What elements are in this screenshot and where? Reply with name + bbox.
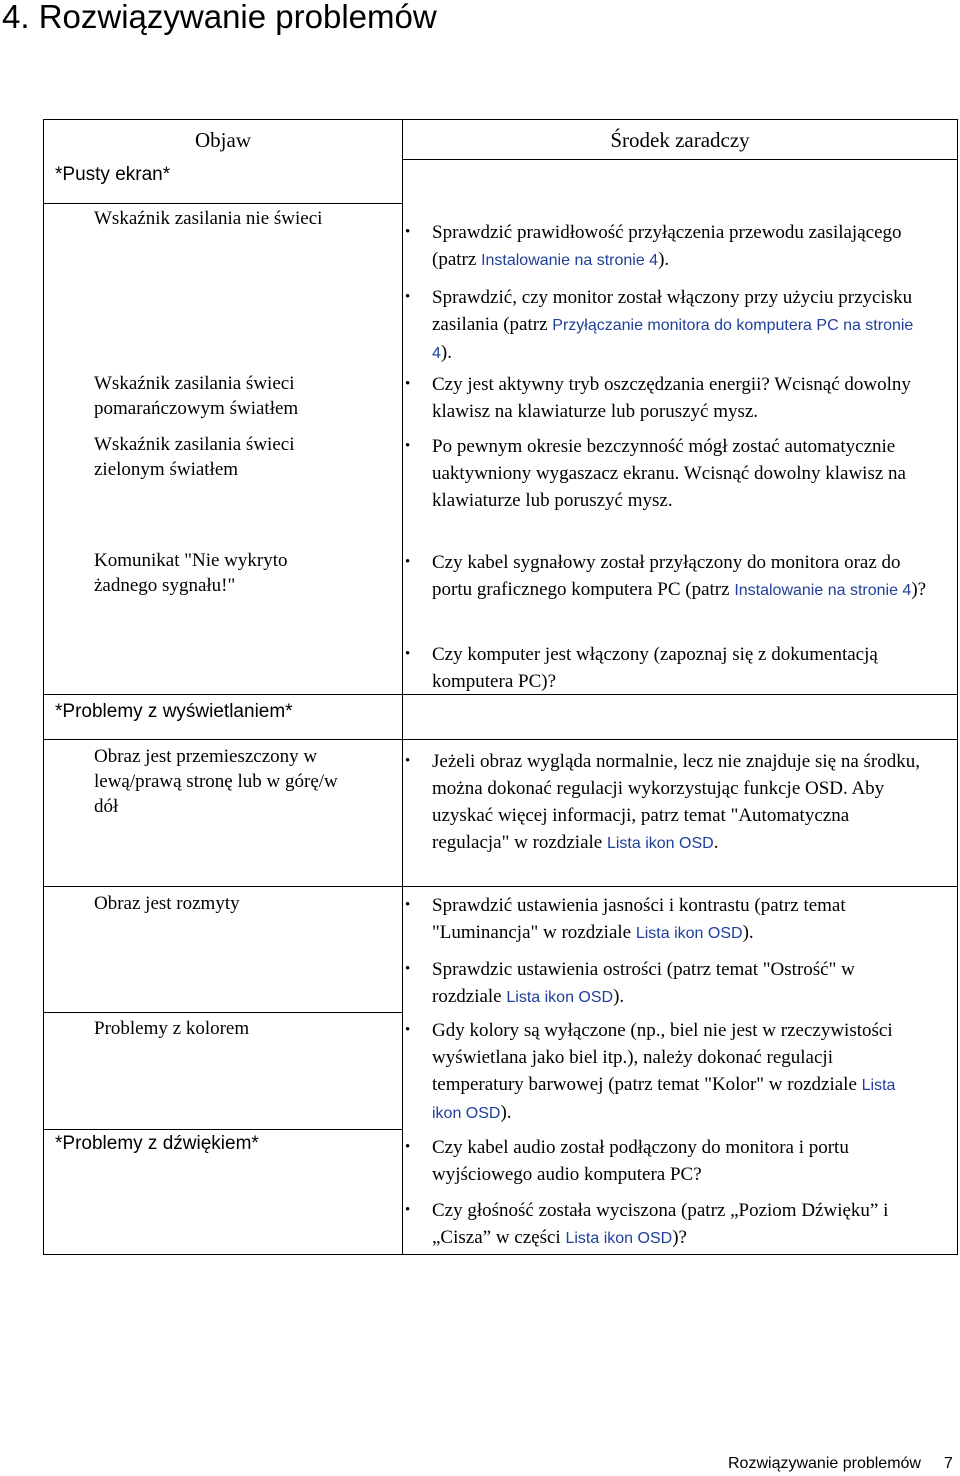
remedy-text: Sprawdzić, czy monitor został włączony przy użyciu przycisku zasilania (patrz: [432, 287, 913, 335]
bullet-icon: •: [405, 961, 411, 977]
remedy-text: Czy kabel sygnałowy został przyłączony do monitora oraz do portu graficznego komputera PC (patrz: [432, 552, 901, 600]
remedy-text: Sprawdzić prawidłowość przyłączenia przewodu zasilającego (patrz: [432, 222, 902, 270]
remedy-text: Gdy kolory są wyłączone (np., biel nie jest w rzeczywistości wyświetlana jako biel itp.), należy dokonać regulacji temperatury barwowej (patrz temat "Kolor" w rozdziale: [432, 1020, 893, 1095]
link-connecting-monitor-page-4[interactable]: Przyłączanie monitora do komputera PC na stronie 4: [432, 317, 914, 362]
link-osd-icon-list[interactable]: Lista ikon OSD: [606, 835, 714, 852]
remedy-color-temperature: [405, 1017, 905, 1127]
remedy-osd-position: [405, 748, 925, 857]
bullet-icon: •: [405, 224, 411, 240]
remedy-text: Sprawdzić ustawienia jasności i kontrastu (patrz temat "Luminancja" w rozdziale: [432, 895, 846, 943]
symptom-power-orange: [94, 371, 394, 421]
bullet-icon: •: [405, 1139, 411, 1155]
symptom-line: Obraz jest przemieszczony w: [94, 746, 318, 767]
bullet-icon: •: [405, 289, 411, 305]
remedy-text: Jeżeli obraz wygląda normalnie, lecz nie znajduje się na środku, można dokonać regulacji wykorzystując funkcje OSD. Aby uzyskać więcej informacji, patrz temat "Automatyczna regulacja" w rozdziale: [432, 751, 920, 853]
remedy-text: ).: [742, 922, 754, 943]
remedy-text: .: [713, 832, 719, 853]
symptom-line: Komunikat "Nie wykryto: [94, 550, 288, 571]
remedy-text: ).: [440, 342, 452, 363]
category-blank-screen: *Pusty ekran*: [55, 164, 171, 185]
link-osd-icon-list[interactable]: Lista ikon OSD: [565, 1230, 673, 1247]
row-divider-display: [43, 739, 958, 740]
remedy-text: )?: [911, 579, 927, 600]
header-divider: [402, 159, 958, 160]
remedy-text: Czy jest aktywny tryb oszczędzania energii? Wcisnąć dowolny klawisz na klawiaturze lub poruszyć mysz.: [432, 374, 911, 422]
header-symptom: Objaw: [195, 128, 251, 152]
remedy-text: ).: [613, 986, 625, 1007]
remedy-text: Czy głośność została wyciszona (patrz „Poziom Dźwięku” i „Cisza” w części: [432, 1200, 889, 1248]
remedy-signal-cable: [405, 549, 940, 604]
remedy-power-saving: [405, 371, 940, 425]
table-border-right: [957, 119, 958, 1255]
row-divider-blank: [43, 203, 403, 204]
row-divider-color: [43, 1129, 403, 1130]
remedy-check-power-button: [405, 284, 925, 367]
bullet-icon: •: [405, 753, 411, 769]
category-display-problems: *Problemy z wyświetlaniem*: [55, 701, 293, 722]
symptom-image-blurry: Obraz jest rozmyty: [94, 893, 240, 914]
footer-label: Rozwiązywanie problemów: [728, 1455, 921, 1472]
table-border-left: [43, 119, 44, 1255]
remedy-text: Czy komputer jest włączony (zapoznaj się z dokumentacją komputera PC)?: [432, 644, 878, 692]
remedy-computer-on: [405, 641, 905, 695]
remedy-screensaver: [405, 433, 940, 514]
remedy-text: Sprawdzic ustawienia ostrości (patrz temat "Ostrość" w rozdziale: [432, 959, 855, 1007]
link-osd-icon-list[interactable]: Lista ikon OSD: [432, 1077, 896, 1122]
symptom-power-off: [94, 206, 394, 231]
symptom-line: pomarańczowym światłem: [94, 398, 299, 419]
remedy-text: Czy kabel audio został podłączony do monitora i portu wyjściowego audio komputera PC?: [432, 1137, 849, 1185]
symptom-line: Wskaźnik zasilania świeci: [94, 434, 295, 455]
remedy-check-power-cable: [405, 219, 925, 274]
page-number: 7: [944, 1455, 953, 1472]
bullet-icon: •: [405, 554, 411, 570]
remedy-volume-muted: [405, 1197, 905, 1252]
symptom-line: Wskaźnik zasilania świeci: [94, 373, 295, 394]
remedy-text: Po pewnym okresie bezczynność mógł zostać automatycznie uaktywniony wygaszacz ekranu. Wcisnąć dowolny klawisz na klawiaturze lub poruszyć mysz.: [432, 436, 906, 511]
link-osd-icon-list[interactable]: Lista ikon OSD: [506, 989, 614, 1006]
link-installation-page-4[interactable]: Instalowanie na stronie 4: [481, 252, 659, 269]
bullet-icon: •: [405, 1202, 411, 1218]
bullet-icon: •: [405, 376, 411, 392]
symptom-line: lewą/prawą stronę lub w górę/w: [94, 771, 338, 792]
row-divider-blurry: [43, 1012, 403, 1013]
table-border-top: [43, 119, 958, 120]
symptom-image-shifted: [94, 744, 394, 819]
symptom-line: Wskaźnik zasilania nie świeci: [94, 208, 323, 229]
symptom-line: dół: [94, 796, 119, 817]
header-remedy: Środek zaradczy: [610, 128, 750, 152]
remedy-brightness-contrast: [405, 892, 945, 947]
column-divider: [402, 119, 403, 1255]
table-border-bottom: [43, 1254, 958, 1255]
remedy-text: ).: [500, 1102, 512, 1123]
remedy-audio-cable: [405, 1134, 945, 1188]
symptom-power-green: [94, 432, 394, 482]
bullet-icon: •: [405, 438, 411, 454]
symptom-line: zielonym światłem: [94, 459, 239, 480]
category-sound-problems: *Problemy z dźwiękiem*: [55, 1133, 259, 1154]
page-title: 4. Rozwiązywanie problemów: [2, 0, 437, 35]
link-installation-page-4[interactable]: Instalowanie na stronie 4: [734, 582, 912, 599]
bullet-icon: •: [405, 646, 411, 662]
remedy-text: ).: [658, 249, 670, 270]
link-osd-icon-list[interactable]: Lista ikon OSD: [635, 925, 743, 942]
row-divider-shifted: [43, 886, 958, 887]
symptom-color-problems: Problemy z kolorem: [94, 1018, 250, 1039]
symptom-line: żadnego sygnału!": [94, 575, 236, 596]
remedy-text: )?: [672, 1227, 687, 1248]
bullet-icon: •: [405, 897, 411, 913]
symptom-no-signal: [94, 548, 394, 598]
remedy-sharpness: [405, 956, 905, 1011]
bullet-icon: •: [405, 1022, 411, 1038]
